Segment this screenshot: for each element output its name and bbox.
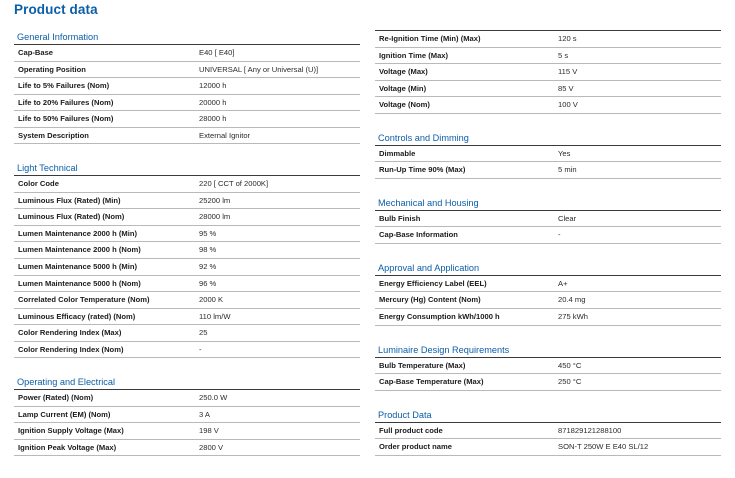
- spec-row-dimmable: [375, 146, 721, 163]
- page-title: Product data: [14, 2, 98, 17]
- spec-value: -: [558, 230, 561, 240]
- spec-row-cap-base-information: [375, 227, 721, 244]
- spec-row-cap-base: [14, 45, 360, 62]
- spec-label: System Description: [18, 130, 89, 140]
- spec-label: Cap-Base Temperature (Max): [379, 377, 484, 387]
- spec-row-luminous-efficacy-rated-nom: [14, 309, 360, 326]
- spec-row-life-to-20-failures-nom: [14, 95, 360, 112]
- spec-row-energy-consumption-kwh-1000-h: [375, 309, 721, 326]
- spec-row-power-rated-nom: [14, 390, 360, 407]
- spec-value: 250.0 W: [199, 393, 228, 403]
- spec-label: Voltage (Nom): [379, 100, 430, 110]
- section-title: Operating and Electrical: [14, 375, 360, 390]
- spec-value: 120 s: [558, 34, 577, 43]
- spec-value: 871829121288100: [558, 425, 622, 435]
- spec-value: Clear: [558, 213, 577, 223]
- section-spacer: [375, 244, 721, 261]
- spec-row-cap-base-temperature-max: [375, 374, 721, 391]
- spec-value: 25200 lm: [199, 195, 231, 205]
- spec-value: 25: [199, 328, 208, 338]
- section-spacer: [14, 144, 360, 161]
- spec-value: External Ignitor: [199, 130, 251, 140]
- section-approval-and-application: [375, 261, 721, 326]
- spec-value: 92 %: [199, 262, 217, 272]
- spec-row-lumen-maintenance-5000-h-nom: [14, 276, 360, 293]
- spec-value: 2000 K: [199, 295, 224, 305]
- section-title: Product Data: [375, 408, 721, 423]
- spec-label: Run-Up Time 90% (Max): [379, 165, 466, 175]
- spec-value: 250 °C: [558, 377, 582, 387]
- spec-label: Ignition Peak Voltage (Max): [18, 442, 117, 452]
- section-luminaire-design-requirements: [375, 343, 721, 391]
- spec-value: 28000 h: [199, 114, 227, 124]
- spec-label: Cap-Base: [18, 48, 54, 57]
- spec-row-luminous-flux-rated-nom: [14, 209, 360, 226]
- section-general-information: [14, 30, 360, 144]
- section-spacer: [375, 391, 721, 408]
- spec-row-full-product-code: [375, 423, 721, 440]
- spec-value: 100 V: [558, 100, 578, 110]
- spec-value: UNIVERSAL [ Any or Universal (U)]: [199, 64, 319, 74]
- spec-value: A+: [558, 278, 568, 288]
- spec-value: 95 %: [199, 228, 217, 238]
- spec-value: 20000 h: [199, 97, 227, 107]
- spec-label: Color Code: [18, 179, 59, 189]
- spec-row-ignition-time-max: [375, 48, 721, 65]
- spec-row-run-up-time-90-max: [375, 162, 721, 179]
- section-spacer: [14, 358, 360, 375]
- spec-row-re-ignition-time-min-max: [375, 31, 721, 48]
- spec-value: 96 %: [199, 278, 217, 288]
- spec-value: 12000 h: [199, 81, 227, 91]
- section-controls-and-dimming: [375, 131, 721, 179]
- spec-label: Ignition Time (Max): [379, 50, 449, 60]
- spec-label: Bulb Temperature (Max): [379, 360, 466, 370]
- section-spacer: [375, 179, 721, 196]
- section-title: Mechanical and Housing: [375, 196, 721, 211]
- spec-row-life-to-50-failures-nom: [14, 111, 360, 128]
- spec-value: 28000 lm: [199, 212, 231, 222]
- spec-value: 5 min: [558, 165, 577, 175]
- spec-value: 275 kWh: [558, 312, 588, 322]
- spec-value: 198 V: [199, 426, 219, 436]
- left-column: [14, 30, 360, 456]
- spec-label: Full product code: [379, 425, 443, 435]
- spec-row-color-code: [14, 176, 360, 193]
- section-operating-and-electrical: [14, 375, 360, 456]
- spec-label: Ignition Supply Voltage (Max): [18, 426, 124, 436]
- spec-label: Lumen Maintenance 2000 h (Min): [18, 228, 137, 238]
- spec-label: Cap-Base Information: [379, 230, 458, 240]
- spec-row-color-rendering-index-max: [14, 325, 360, 342]
- spec-label: Bulb Finish: [379, 213, 421, 223]
- spec-label: Luminous Efficacy (rated) (Nom): [18, 311, 136, 321]
- spec-value: Yes: [558, 148, 571, 158]
- spec-value: 3 A: [199, 409, 210, 419]
- spec-value: E40 [ E40]: [199, 48, 235, 57]
- section-title: Light Technical: [14, 161, 360, 176]
- section-title: Approval and Application: [375, 261, 721, 276]
- spec-label: Color Rendering Index (Max): [18, 328, 122, 338]
- spec-label: Voltage (Min): [379, 83, 427, 93]
- section-product-data: [375, 408, 721, 456]
- spec-label: Life to 5% Failures (Nom): [18, 81, 110, 91]
- spec-row-ignition-supply-voltage-max: [14, 423, 360, 440]
- section-title: Controls and Dimming: [375, 131, 721, 146]
- spec-label: Life to 20% Failures (Nom): [18, 97, 114, 107]
- spec-row-ignition-peak-voltage-max: [14, 440, 360, 457]
- spec-label: Luminous Flux (Rated) (Min): [18, 195, 121, 205]
- spec-label: Luminous Flux (Rated) (Nom): [18, 212, 125, 222]
- section-continued: [375, 30, 721, 114]
- spec-value: SON-T 250W E E40 SL/12: [558, 442, 649, 452]
- spec-row-voltage-max: [375, 64, 721, 81]
- spec-value: 2800 V: [199, 442, 224, 452]
- spec-row-life-to-5-failures-nom: [14, 78, 360, 95]
- spec-label: Power (Rated) (Nom): [18, 393, 94, 403]
- spec-value: 110 lm/W: [199, 311, 231, 321]
- right-column: [375, 30, 721, 456]
- spec-label: Color Rendering Index (Nom): [18, 344, 124, 354]
- spec-row-color-rendering-index-nom: [14, 342, 360, 359]
- section-title: Luminaire Design Requirements: [375, 343, 721, 358]
- spec-value: 220 [ CCT of 2000K]: [199, 179, 269, 189]
- spec-label: Lumen Maintenance 2000 h (Nom): [18, 245, 141, 255]
- spec-row-mercury-hg-content-nom: [375, 292, 721, 309]
- spec-value: 20.4 mg: [558, 295, 586, 305]
- spec-row-correlated-color-temperature-nom: [14, 292, 360, 309]
- spec-label: Energy Efficiency Label (EEL): [379, 278, 487, 288]
- spec-label: Life to 50% Failures (Nom): [18, 114, 114, 124]
- spec-row-voltage-min: [375, 81, 721, 98]
- spec-value: 98 %: [199, 245, 217, 255]
- spec-value: 85 V: [558, 83, 574, 93]
- spec-row-lumen-maintenance-5000-h-min: [14, 259, 360, 276]
- section-spacer: [375, 326, 721, 343]
- spec-row-lumen-maintenance-2000-h-nom: [14, 242, 360, 259]
- spec-value: 5 s: [558, 50, 569, 60]
- spec-row-energy-efficiency-label-eel: [375, 276, 721, 293]
- spec-label: Energy Consumption kWh/1000 h: [379, 312, 500, 322]
- spec-label: Re-Ignition Time (Min) (Max): [379, 34, 481, 43]
- spec-row-system-description: [14, 128, 360, 145]
- spec-label: Voltage (Max): [379, 67, 428, 77]
- spec-row-lamp-current-em-nom: [14, 407, 360, 424]
- spec-row-voltage-nom: [375, 97, 721, 114]
- section-spacer: [375, 114, 721, 131]
- spec-value: 115 V: [558, 67, 578, 77]
- spec-row-bulb-finish: [375, 211, 721, 228]
- spec-row-lumen-maintenance-2000-h-min: [14, 226, 360, 243]
- spec-row-operating-position: [14, 62, 360, 79]
- spec-label: Correlated Color Temperature (Nom): [18, 295, 150, 305]
- spec-label: Lamp Current (EM) (Nom): [18, 409, 111, 419]
- spec-label: Dimmable: [379, 148, 416, 158]
- spec-label: Lumen Maintenance 5000 h (Nom): [18, 278, 141, 288]
- spec-value: -: [199, 344, 202, 354]
- spec-row-order-product-name: [375, 439, 721, 456]
- section-mechanical-and-housing: [375, 196, 721, 244]
- spec-label: Lumen Maintenance 5000 h (Min): [18, 262, 137, 272]
- spec-label: Mercury (Hg) Content (Nom): [379, 295, 481, 305]
- spec-value: 450 °C: [558, 360, 582, 370]
- spec-label: Order product name: [379, 442, 452, 452]
- section-light-technical: [14, 161, 360, 358]
- spec-label: Operating Position: [18, 64, 86, 74]
- section-title: General Information: [14, 30, 360, 45]
- spec-row-bulb-temperature-max: [375, 358, 721, 375]
- spec-row-luminous-flux-rated-min: [14, 193, 360, 210]
